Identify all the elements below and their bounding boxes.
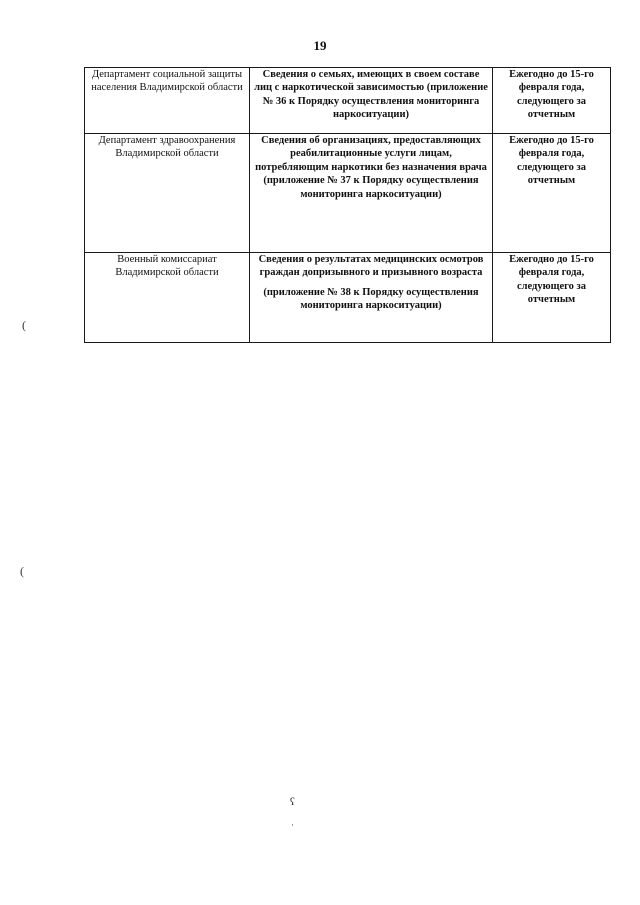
deadline-cell: Ежегодно до 15-го февраля года, следующего за отчетным: [493, 253, 611, 343]
scan-artifact-mark: (: [22, 318, 26, 332]
info-note: (приложение № 38 к Порядку осуществления мониторинга наркоситуации): [263, 286, 479, 312]
info-cell: [250, 134, 493, 253]
info-text: Сведения о семьях, имеющих в своем составе лиц с наркотической зависимостью (приложение № 36 к Порядку осуществления мониторинга наркоситуации): [254, 69, 488, 121]
scan-artifact-mark: ·: [291, 820, 294, 830]
page-number: 19: [313, 38, 327, 53]
monitoring-table: [84, 67, 611, 343]
info-text: Сведения об организациях, предоставляющих реабилитационные услуги лицам, потребляющим наркотики без назначения врача (приложение № 37 к Порядку осуществления мониторинга наркоситуации): [255, 135, 487, 200]
table-row: [85, 68, 611, 134]
department-cell: Департамент здравоохранения Владимирской области: [85, 134, 250, 253]
info-text: Сведения о результатах медицинских осмотров граждан допризывного и призывного возраста: [258, 254, 484, 279]
table-row: [85, 134, 611, 253]
department-cell: Департамент социальной защиты населения Владимирской области: [85, 68, 250, 134]
scan-artifact-mark: ʕ: [290, 796, 295, 808]
info-cell: [250, 253, 493, 343]
deadline-cell: Ежегодно до 15-го февраля года, следующего за отчетным: [493, 134, 611, 253]
department-cell: Военный комиссариат Владимирской области: [85, 253, 250, 343]
info-cell: [250, 68, 493, 134]
scan-artifact-mark: (: [20, 564, 24, 578]
table-row: [85, 253, 611, 343]
deadline-cell: Ежегодно до 15-го февраля года, следующего за отчетным: [493, 68, 611, 134]
